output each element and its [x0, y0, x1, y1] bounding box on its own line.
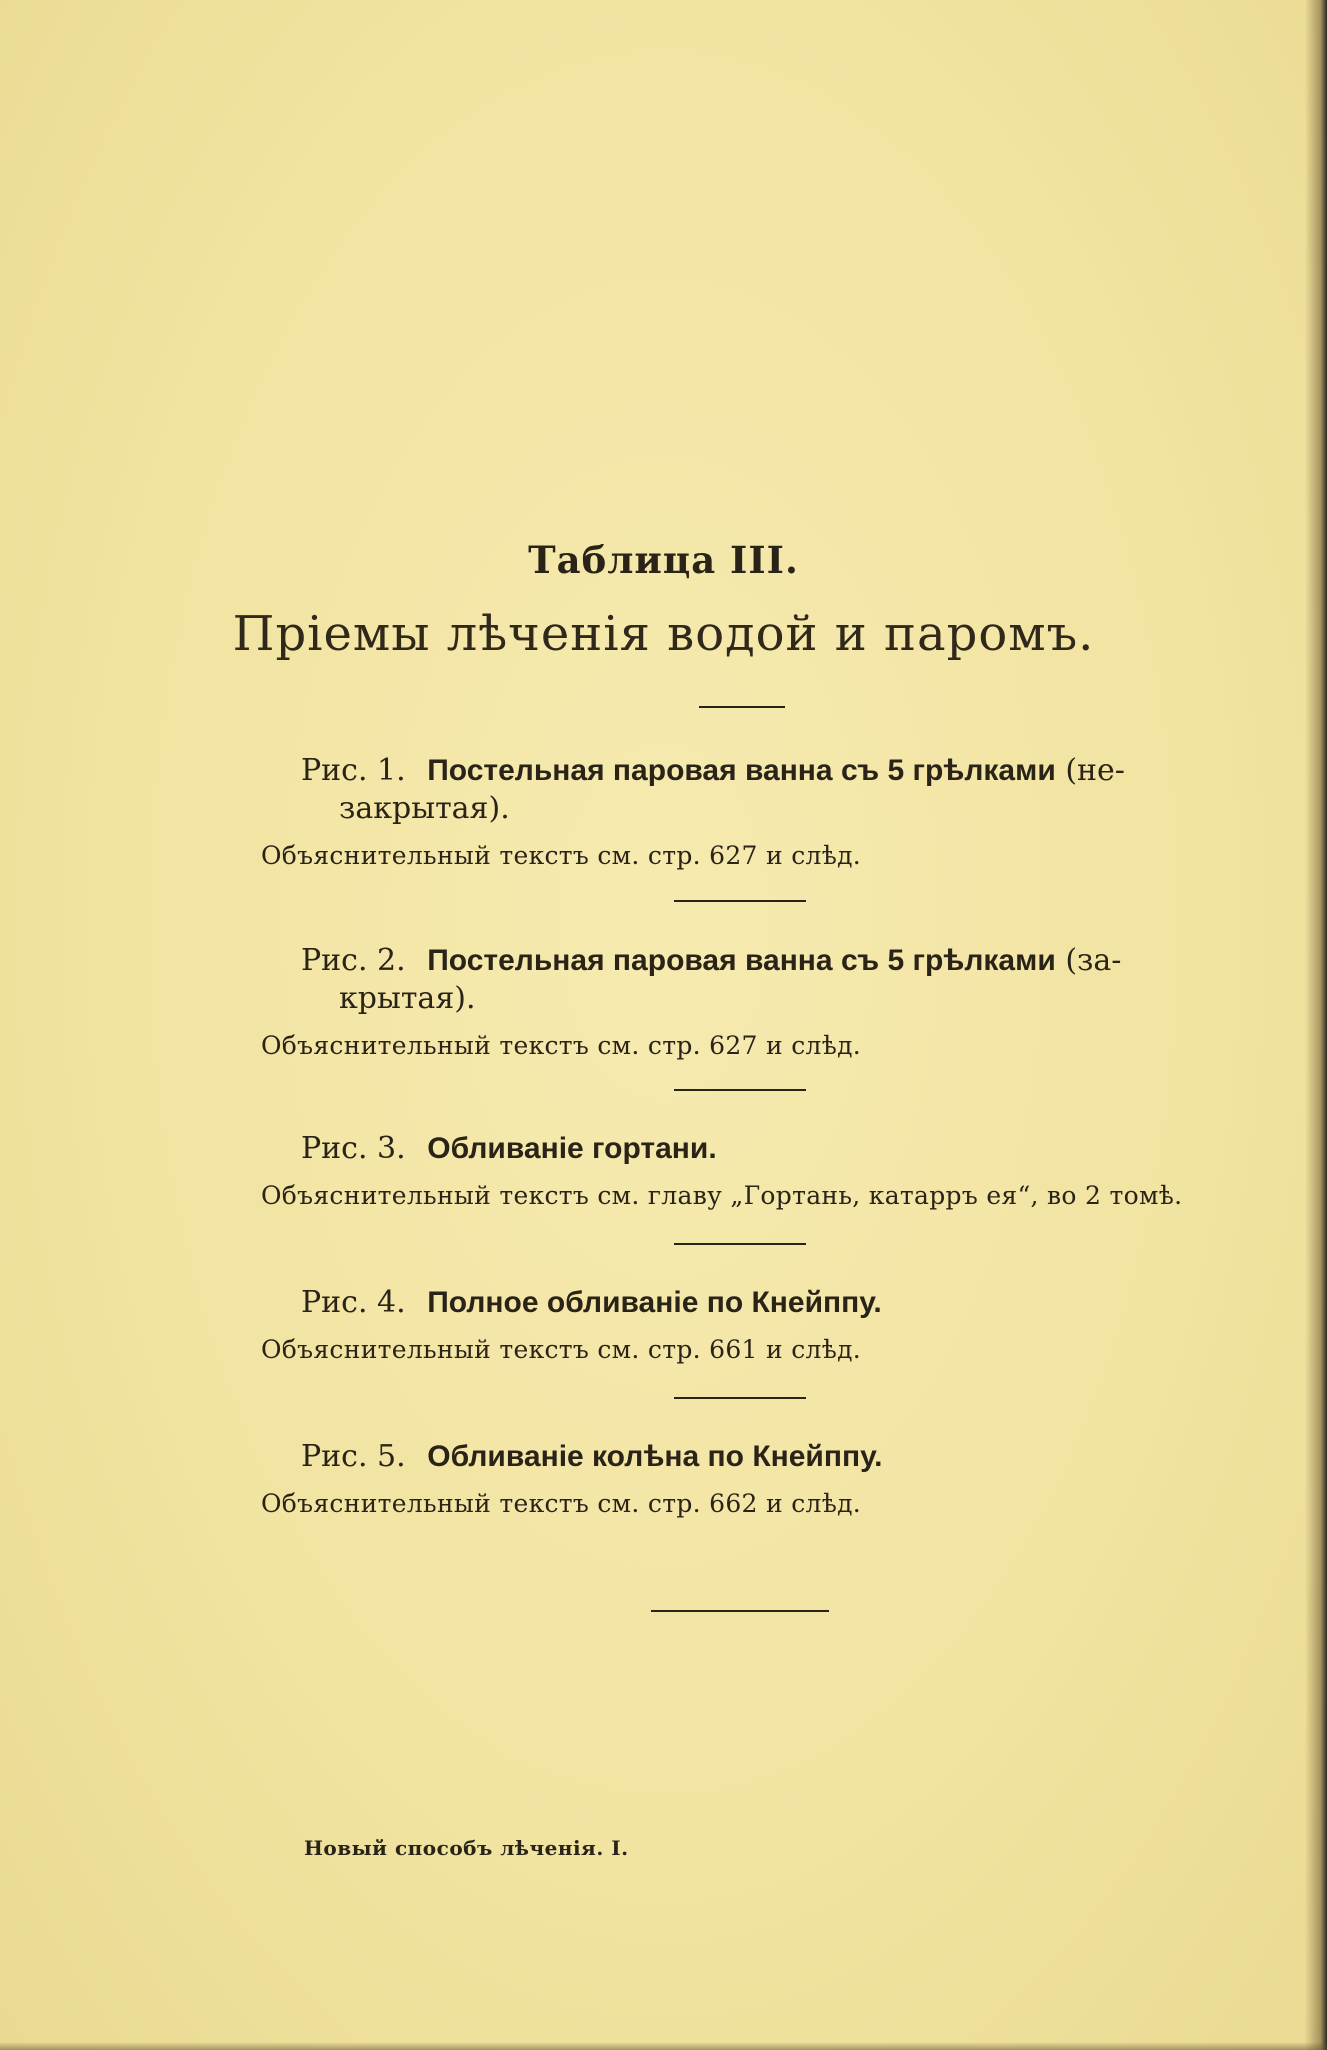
closing-rule	[651, 1610, 829, 1612]
figure-explanation: Объяснительный текстъ см. стр. 662 и слѣд.	[261, 1489, 862, 1518]
footer-signature: Новый способъ лѣченія. I.	[304, 1836, 629, 1860]
divider-rule	[699, 706, 785, 708]
figure-entry-5	[261, 1438, 1221, 1520]
figure-caption: Постельная паровая ванна съ 5 грѣлками	[427, 754, 1056, 787]
page-edge-shadow	[1305, 0, 1327, 2050]
figure-note: (не-	[1065, 753, 1125, 788]
figure-entry-1	[261, 752, 1221, 872]
figure-label: Рис. 4.	[301, 1285, 406, 1320]
plate-subtitle: Пріемы лѣченія водой и паромъ.	[232, 606, 1095, 662]
figure-explanation: Объяснительный текстъ см. главу „Гортань, катарръ ея“, во 2 томѣ.	[261, 1181, 1183, 1210]
divider-rule	[674, 1089, 806, 1091]
figure-caption: Обливаніе колѣна по Кнейппу.	[427, 1440, 883, 1473]
figure-line	[301, 1130, 1221, 1168]
plate-title: Таблица III.	[528, 538, 799, 582]
figure-label: Рис. 3.	[301, 1131, 406, 1166]
figure-explanation: Объяснительный текстъ см. стр. 661 и слѣд.	[261, 1335, 862, 1364]
figure-caption: Обливаніе гортани.	[427, 1132, 717, 1165]
figure-entry-2	[261, 942, 1221, 1062]
page-bottom-shadow	[0, 2042, 1327, 2050]
figure-line	[301, 1284, 1221, 1322]
figure-note-continued: закрытая).	[339, 791, 510, 826]
divider-rule	[674, 1397, 806, 1399]
divider-rule	[674, 900, 806, 902]
figure-label: Рис. 1.	[301, 753, 406, 788]
figure-entry-4	[261, 1284, 1221, 1366]
figure-line	[301, 752, 1221, 790]
figure-entry-3	[261, 1130, 1221, 1212]
figure-note-continued: крытая).	[339, 981, 476, 1016]
figure-note: (за-	[1065, 943, 1122, 978]
divider-rule	[674, 1243, 806, 1245]
figure-line	[301, 942, 1221, 980]
figure-caption: Полное обливаніе по Кнейппу.	[427, 1286, 882, 1319]
figure-caption: Постельная паровая ванна съ 5 грѣлками	[427, 944, 1056, 977]
figure-explanation: Объяснительный текстъ см. стр. 627 и слѣд.	[261, 841, 862, 870]
figure-line	[301, 1438, 1221, 1476]
figure-label: Рис. 2.	[301, 943, 406, 978]
figure-explanation: Объяснительный текстъ см. стр. 627 и слѣд.	[261, 1031, 862, 1060]
figure-label: Рис. 5.	[301, 1439, 406, 1474]
